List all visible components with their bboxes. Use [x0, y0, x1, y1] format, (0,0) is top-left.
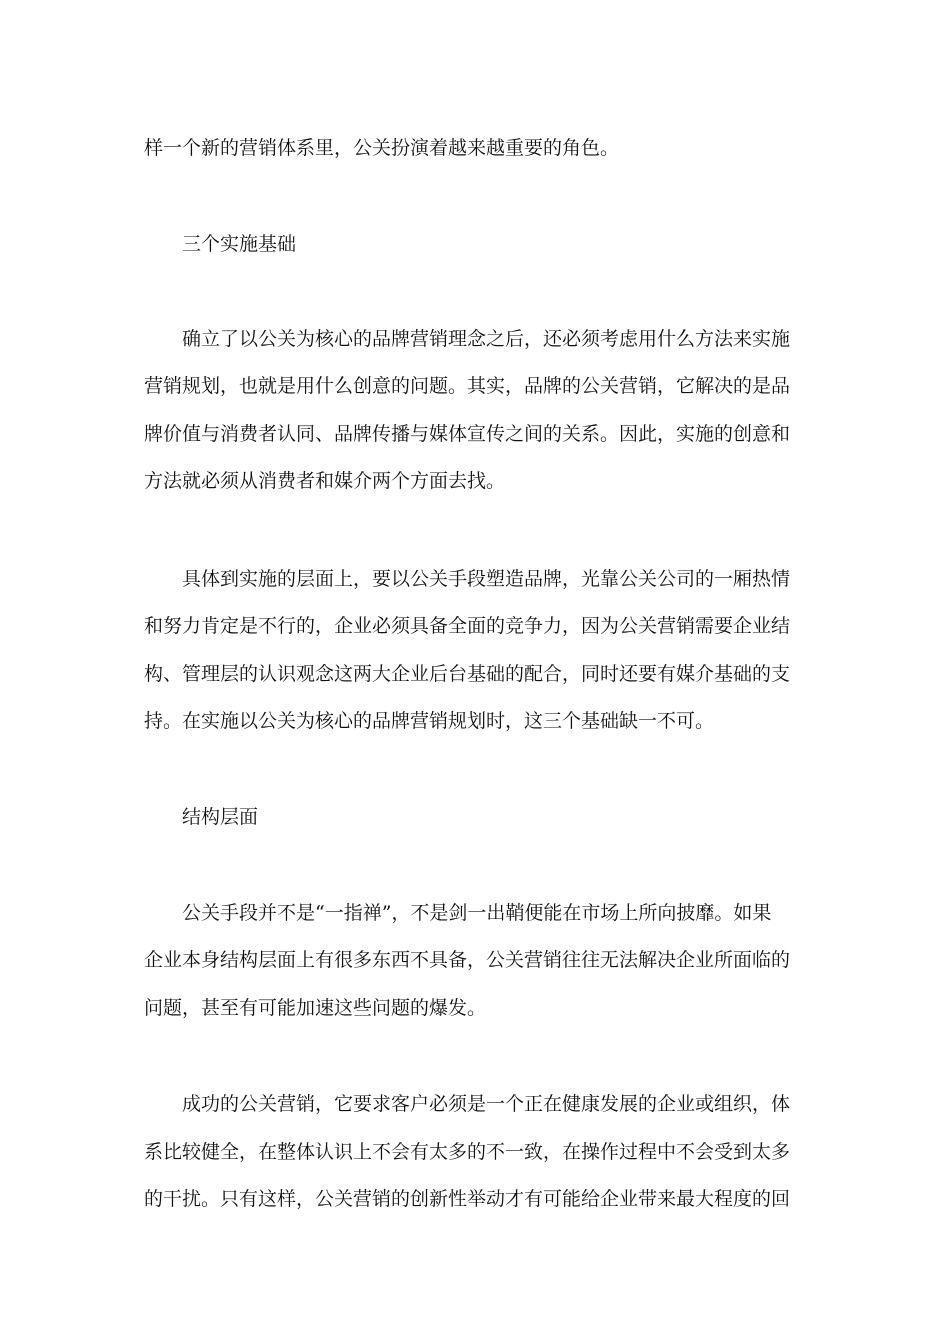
paragraph-line: 和努力肯定是不行的，企业必须具备全面的竞争力，因为公关营销需要企业结 [144, 615, 791, 637]
paragraph-line: 营销规划，也就是用什么创意的问题。其实，品牌的公关营销，它解决的是品 [144, 375, 791, 397]
paragraph-line: 具体到实施的层面上，要以公关手段塑造品牌，光靠公关公司的一厢热情 [182, 568, 791, 590]
paragraph-line: 持。在实施以公关为核心的品牌营销规划时，这三个基础缺一不可。 [144, 710, 715, 732]
paragraph-line: 公关手段并不是“一指禅”，不是剑一出鞘便能在市场上所向披靡。如果 [182, 902, 772, 924]
paragraph-line: 样一个新的营销体系里，公关扮演着越来越重要的角色。 [144, 137, 620, 159]
section-heading: 结构层面 [182, 806, 259, 828]
paragraph-line: 的干扰。只有这样，公关营销的创新性举动才有可能给企业带来最大程度的回 [144, 1188, 791, 1210]
paragraph-line: 方法就必须从消费者和媒介两个方面去找。 [144, 470, 506, 492]
paragraph-line: 牌价值与消费者认同、品牌传播与媒体宣传之间的关系。因此，实施的创意和 [144, 423, 791, 445]
paragraph-line: 企业本身结构层面上有很多东西不具备，公关营销往往无法解决企业所面临的 [144, 949, 791, 971]
paragraph-line: 问题，甚至有可能加速这些问题的爆发。 [144, 997, 487, 1019]
section-heading: 三个实施基础 [182, 233, 297, 255]
paragraph-line: 成功的公关营销，它要求客户必须是一个正在健康发展的企业或组织，体 [182, 1093, 791, 1115]
paragraph-line: 确立了以公关为核心的品牌营销理念之后，还必须考虑用什么方法来实施 [182, 328, 791, 350]
paragraph-line: 构、管理层的认识观念这两大企业后台基础的配合，同时还要有媒介基础的支 [144, 663, 791, 685]
paragraph-line: 系比较健全，在整体认识上不会有太多的不一致，在操作过程中不会受到太多 [144, 1141, 791, 1163]
